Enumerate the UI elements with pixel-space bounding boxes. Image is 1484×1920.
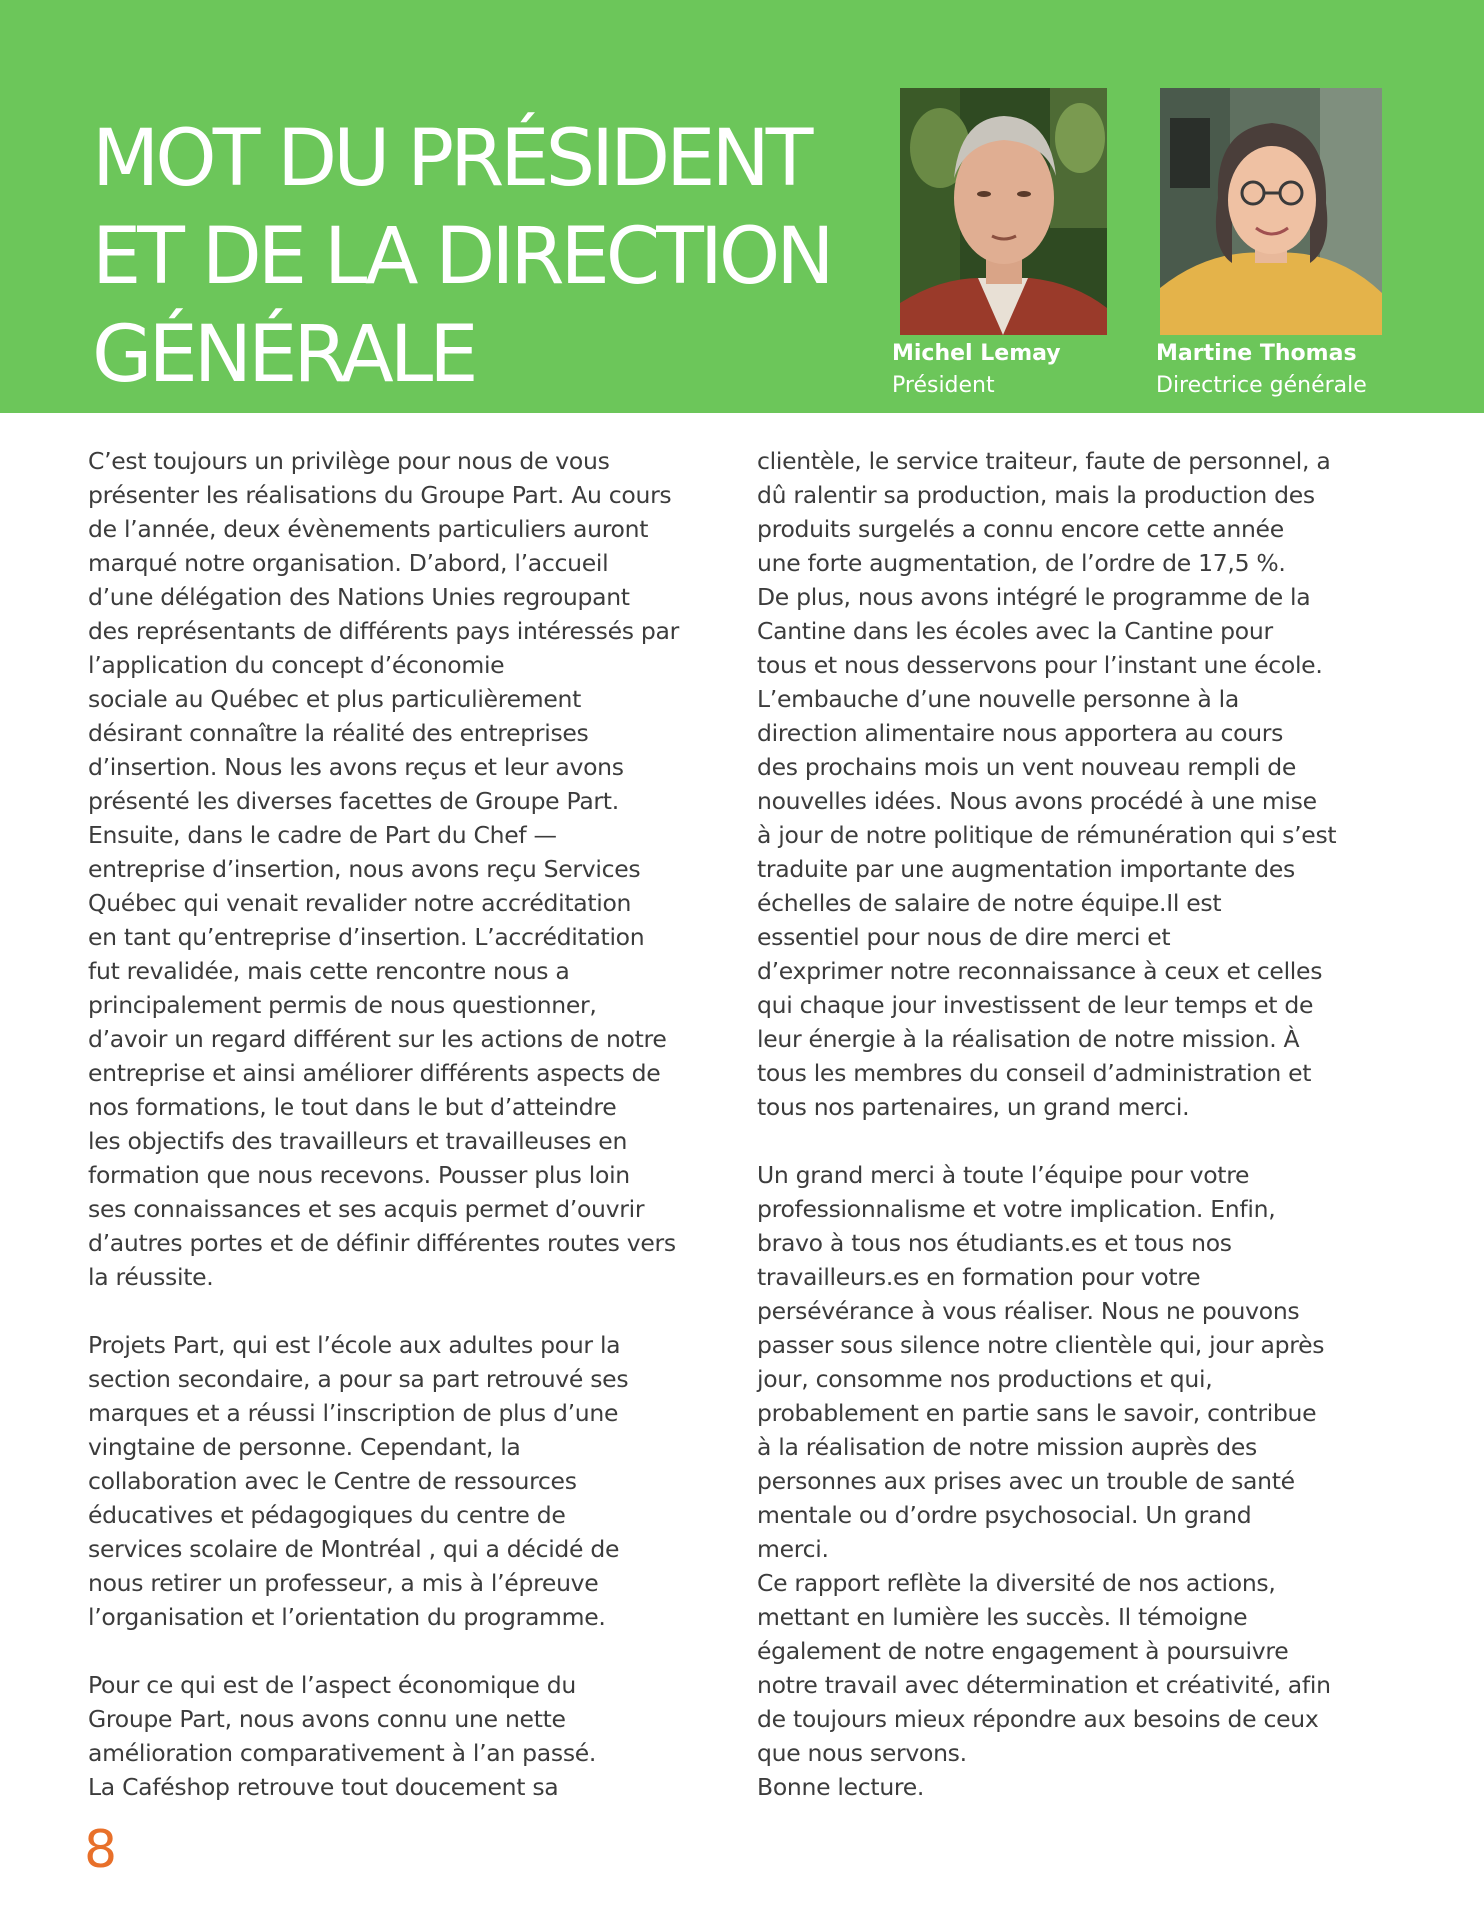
text-line: entreprise d’insertion, nous avons reçu Services <box>88 855 641 883</box>
president-photo <box>900 88 1107 335</box>
text-line: également de notre engagement à poursuivre <box>757 1637 1289 1665</box>
text-line: Pour ce qui est de l’aspect économique du <box>88 1671 576 1699</box>
text-line: Cantine dans les écoles avec la Cantine pour <box>757 617 1273 645</box>
text-line <box>88 1634 728 1668</box>
text-line: d’une délégation des Nations Unies regroupant <box>88 583 630 611</box>
text-line: merci. <box>757 1535 829 1563</box>
text-line: professionnalisme et votre implication. Enfin, <box>757 1195 1276 1223</box>
text-line: produits surgelés a connu encore cette année <box>757 515 1284 543</box>
text-line: d’autres portes et de définir différentes routes vers <box>88 1229 676 1257</box>
text-line: persévérance à vous réaliser. Nous ne pouvons <box>757 1297 1300 1325</box>
text-line: mentale ou d’ordre psychosocial. Un grand <box>757 1501 1252 1529</box>
text-line: amélioration comparativement à l’an passé. <box>88 1739 597 1767</box>
text-line: essentiel pour nous de dire merci et <box>757 923 1171 951</box>
text-line: probablement en partie sans le savoir, contribue <box>757 1399 1317 1427</box>
text-line: services scolaire de Montréal , qui a décidé de <box>88 1535 620 1563</box>
text-line: leur énergie à la réalisation de notre mission. À <box>757 1025 1300 1053</box>
text-line: L’embauche d’une nouvelle personne à la <box>757 685 1239 713</box>
text-line: dû ralentir sa production, mais la production des <box>757 481 1315 509</box>
text-line: collaboration avec le Centre de ressources <box>88 1467 577 1495</box>
text-line: entreprise et ainsi améliorer différents aspects de <box>88 1059 661 1087</box>
text-line: d’exprimer notre reconnaissance à ceux et celles <box>757 957 1323 985</box>
text-line: principalement permis de nous questionner, <box>88 991 597 1019</box>
text-line: tous et nous desservons pour l’instant une école. <box>757 651 1323 679</box>
text-line: Ce rapport reflète la diversité de nos actions, <box>757 1569 1276 1597</box>
text-line: direction alimentaire nous apportera au cours <box>757 719 1284 747</box>
title-line: GÉNÉRALE <box>92 310 475 400</box>
title-line: ET DE LA DIRECTION <box>92 212 831 302</box>
text-line: les objectifs des travailleurs et travailleuses en <box>88 1127 628 1155</box>
text-line: nous retirer un professeur, a mis à l’épreuve <box>88 1569 599 1597</box>
text-line: De plus, nous avons intégré le programme de la <box>757 583 1311 611</box>
text-line <box>757 1124 1397 1158</box>
director-name: Martine Thomas <box>1156 341 1357 366</box>
text-line: à la réalisation de notre mission auprès des <box>757 1433 1257 1461</box>
right-text-column <box>757 444 1397 1804</box>
text-line: sociale au Québec et plus particulièrement <box>88 685 582 713</box>
page-number: 8 <box>84 1820 118 1880</box>
left-text-column <box>88 444 728 1804</box>
president-name: Michel Lemay <box>892 341 1061 366</box>
text-line: nos formations, le tout dans le but d’atteindre <box>88 1093 617 1121</box>
text-line: mettant en lumière les succès. Il témoigne <box>757 1603 1248 1631</box>
text-line: C’est toujours un privilège pour nous de vous <box>88 447 610 475</box>
text-line: personnes aux prises avec un trouble de santé <box>757 1467 1295 1495</box>
text-line: fut revalidée, mais cette rencontre nous a <box>88 957 570 985</box>
text-line: d’insertion. Nous les avons reçus et leur avons <box>88 753 624 781</box>
text-line: ses connaissances et ses acquis permet d’ouvrir <box>88 1195 645 1223</box>
text-line <box>88 1294 728 1328</box>
text-line: que nous servons. <box>757 1739 967 1767</box>
text-line: section secondaire, a pour sa part retrouvé ses <box>88 1365 629 1393</box>
text-line: présenté les diverses facettes de Groupe Part. <box>88 787 619 815</box>
director-role: Directrice générale <box>1156 373 1367 398</box>
text-line: bravo à tous nos étudiants.es et tous nos <box>757 1229 1232 1257</box>
text-line: Québec qui venait revalider notre accréditation <box>88 889 632 917</box>
text-line: formation que nous recevons. Pousser plus loin <box>88 1161 630 1189</box>
text-line: des représentants de différents pays intéressés par <box>88 617 679 645</box>
text-line: éducatives et pédagogiques du centre de <box>88 1501 566 1529</box>
text-line: notre travail avec détermination et créativité, afin <box>757 1671 1331 1699</box>
text-line: Ensuite, dans le cadre de Part du Chef — <box>88 821 557 849</box>
text-line: de toujours mieux répondre aux besoins de ceux <box>757 1705 1319 1733</box>
text-line: présenter les réalisations du Groupe Part. Au cours <box>88 481 672 509</box>
text-line: désirant connaître la réalité des entreprises <box>88 719 589 747</box>
title-line: MOT DU PRÉSIDENT <box>92 114 810 204</box>
text-line: jour, consomme nos productions et qui, <box>757 1365 1213 1393</box>
text-line: La Caféshop retrouve tout doucement sa <box>88 1773 559 1801</box>
text-line: qui chaque jour investissent de leur temps et de <box>757 991 1314 1019</box>
text-line: clientèle, le service traiteur, faute de personnel, a <box>757 447 1331 475</box>
text-line: marqué notre organisation. D’abord, l’accueil <box>88 549 609 577</box>
text-line: l’application du concept d’économie <box>88 651 505 679</box>
text-line: passer sous silence notre clientèle qui, jour après <box>757 1331 1325 1359</box>
header-banner <box>0 0 1484 413</box>
text-line: vingtaine de personne. Cependant, la <box>88 1433 521 1461</box>
text-line: travailleurs.es en formation pour votre <box>757 1263 1201 1291</box>
text-line: d’avoir un regard différent sur les actions de notre <box>88 1025 667 1053</box>
text-line: de l’année, deux évènements particuliers auront <box>88 515 649 543</box>
text-line: nouvelles idées. Nous avons procédé à une mise <box>757 787 1317 815</box>
text-line: Groupe Part, nous avons connu une nette <box>88 1705 566 1733</box>
text-line: une forte augmentation, de l’ordre de 17,5 %. <box>757 549 1286 577</box>
text-line: l’organisation et l’orientation du programme. <box>88 1603 606 1631</box>
text-line: Bonne lecture. <box>757 1773 925 1801</box>
text-line: tous les membres du conseil d’administration et <box>757 1059 1312 1087</box>
president-role: Président <box>892 373 995 398</box>
text-line: des prochains mois un vent nouveau rempli de <box>757 753 1297 781</box>
director-photo <box>1160 88 1382 335</box>
text-line: à jour de notre politique de rémunération qui s’est <box>757 821 1337 849</box>
text-line: échelles de salaire de notre équipe.Il est <box>757 889 1222 917</box>
page-title <box>92 110 892 404</box>
text-line: la réussite. <box>88 1263 214 1291</box>
text-line: en tant qu’entreprise d’insertion. L’accréditation <box>88 923 645 951</box>
text-line: traduite par une augmentation importante des <box>757 855 1295 883</box>
text-line: Un grand merci à toute l’équipe pour votre <box>757 1161 1250 1189</box>
text-line: marques et a réussi l’inscription de plus d’une <box>88 1399 619 1427</box>
text-line: tous nos partenaires, un grand merci. <box>757 1093 1190 1121</box>
text-line: Projets Part, qui est l’école aux adultes pour la <box>88 1331 621 1359</box>
